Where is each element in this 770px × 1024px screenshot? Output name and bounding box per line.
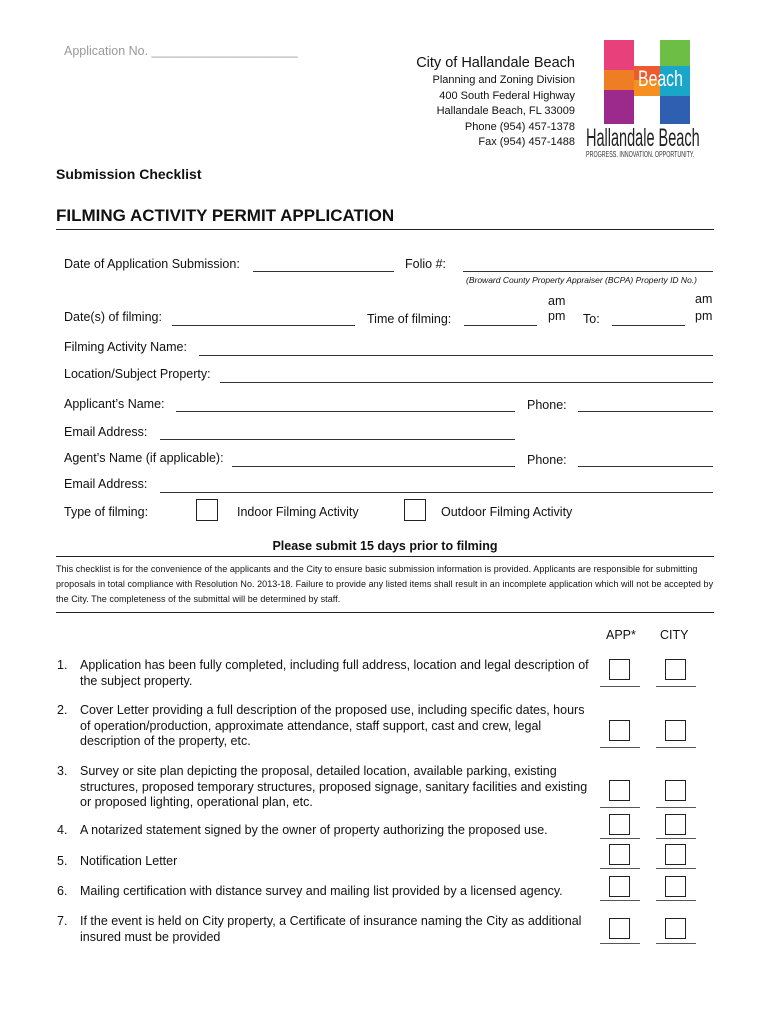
app-underline <box>600 943 640 944</box>
applicant-phone-label: Phone: <box>527 398 567 412</box>
app-underline <box>600 838 640 839</box>
date-submission-field[interactable] <box>253 271 394 272</box>
app-checkbox-3[interactable] <box>609 780 630 801</box>
dates-filming-label: Date(s) of filming: <box>64 310 162 324</box>
app-checkbox-4[interactable] <box>609 814 630 835</box>
city-checkbox-5[interactable] <box>665 844 686 865</box>
time-filming-label: Time of filming: <box>367 312 452 326</box>
address-line: Planning and Zoning Division <box>432 74 575 86</box>
app-checkbox-7[interactable] <box>609 918 630 939</box>
app-checkbox-1[interactable] <box>609 659 630 680</box>
office-address <box>433 73 575 151</box>
checklist-item-text: If the event is held on City property, a Certificate of insurance naming the City as additional insured must be provided <box>80 914 582 944</box>
city-checkbox-1[interactable] <box>665 659 686 680</box>
app-checkbox-6[interactable] <box>609 876 630 897</box>
checklist-item-text: Survey or site plan depicting the proposal, detailed location, available parking, existing structures, proposed temporary structures, proposed signage, sanitary facilities and existing or proposed lighting, operational plan, etc. <box>80 764 588 809</box>
logo-tagline: PROGRESS. INNOVATION. OPPORTUNITY. <box>586 150 695 159</box>
type-filming-label: Type of filming: <box>64 505 149 519</box>
folio-field[interactable] <box>463 271 713 272</box>
start-pm-option[interactable]: pm <box>548 309 566 323</box>
notice-rule-top <box>56 556 714 557</box>
app-checkbox-5[interactable] <box>609 844 630 865</box>
city-underline <box>656 838 696 839</box>
item-number: 5. <box>57 854 68 868</box>
phone-line: Phone (954) 457-1378 <box>464 120 575 133</box>
notice-rule-bottom <box>56 612 714 613</box>
agent-phone-field[interactable] <box>578 466 713 467</box>
indoor-label: Indoor Filming Activity <box>237 505 359 519</box>
logo-wordmark: Hallandale Beach <box>586 124 700 152</box>
date-submission-label: Date of Application Submission: <box>64 257 240 271</box>
agent-phone-label: Phone: <box>527 453 567 467</box>
item-number: 7. <box>57 914 68 928</box>
activity-name-field[interactable] <box>199 355 713 356</box>
start-am-option[interactable]: am <box>548 294 566 308</box>
city-name: City of Hallandale Beach <box>416 55 575 71</box>
outdoor-checkbox[interactable] <box>404 499 426 521</box>
checklist-item-text: Application has been fully completed, including full address, location and legal description of the subject property. <box>80 658 589 688</box>
city-column-header: CITY <box>660 628 689 642</box>
agent-email-field[interactable] <box>160 492 713 493</box>
app-checkbox-2[interactable] <box>609 720 630 741</box>
end-time-field[interactable] <box>612 325 685 326</box>
checklist-item-text: Cover Letter providing a full description of the proposed use, including specific dates, hours of operation/production, approximate attendance, staff support, cast and crew, legal description of the property, etc. <box>80 703 585 748</box>
agent-name-label: Agent’s Name (if applicable): <box>64 451 224 465</box>
city-checkbox-6[interactable] <box>665 876 686 897</box>
application-number: Application No. _____________________ <box>64 44 298 58</box>
city-underline <box>656 900 696 901</box>
folio-note: (Broward County Property Appraiser (BCPA) Property ID No.) <box>466 275 697 285</box>
applicant-name-label: Applicant’s Name: <box>64 397 165 411</box>
checklist-item-text: A notarized statement signed by the owner of property authorizing the proposed use. <box>80 823 548 837</box>
city-checkbox-7[interactable] <box>665 918 686 939</box>
submission-checklist-heading: Submission Checklist <box>56 166 202 182</box>
agent-email-label: Email Address: <box>64 477 148 491</box>
app-underline <box>600 900 640 901</box>
checklist-item-text: Notification Letter <box>80 854 178 868</box>
location-field[interactable] <box>220 382 713 383</box>
item-number: 3. <box>57 764 68 778</box>
applicant-phone-field[interactable] <box>578 411 713 412</box>
city-checkbox-4[interactable] <box>665 814 686 835</box>
logo-beach-text: Beach <box>638 66 683 91</box>
item-number: 1. <box>57 658 68 672</box>
address-line: Hallandale Beach, FL 33009 <box>436 105 575 117</box>
outdoor-label: Outdoor Filming Activity <box>441 505 573 519</box>
form-title: FILMING ACTIVITY PERMIT APPLICATION <box>56 206 395 225</box>
city-underline <box>656 943 696 944</box>
submit-notice: Please submit 15 days prior to filming <box>272 539 498 553</box>
title-rule <box>56 229 714 230</box>
item-number: 6. <box>57 884 68 898</box>
app-underline <box>600 807 640 808</box>
applicant-email-label: Email Address: <box>64 425 148 439</box>
item-number: 2. <box>57 703 68 717</box>
applicant-email-field[interactable] <box>160 439 515 440</box>
fax-line: Fax (954) 457-1488 <box>478 136 575 148</box>
agent-name-field[interactable] <box>232 466 515 467</box>
city-underline <box>656 807 696 808</box>
applicant-name-field[interactable] <box>176 411 515 412</box>
app-column-header: APP* <box>606 628 636 642</box>
start-time-field[interactable] <box>464 325 537 326</box>
app-underline <box>600 747 640 748</box>
item-number: 4. <box>57 823 68 837</box>
location-label: Location/Subject Property: <box>64 367 211 381</box>
to-label: To: <box>583 312 600 326</box>
dates-filming-field[interactable] <box>172 325 355 326</box>
address-line: 400 South Federal Highway <box>439 89 575 102</box>
city-underline <box>656 747 696 748</box>
app-underline <box>600 868 640 869</box>
disclaimer-text: This checklist is for the convenience of the applicants and the City to ensure basic submission information is provided. Applicants are responsible for submitting proposals in total compliance with Resolution No. 2013-18. Failure to provide any listed items shall result in an incomplete application which will not be accepted by the City. The completeness of the submittal will be determined by staff. <box>56 564 714 604</box>
city-underline <box>656 868 696 869</box>
indoor-checkbox[interactable] <box>196 499 218 521</box>
folio-label: Folio #: <box>405 257 446 271</box>
activity-name-label: Filming Activity Name: <box>64 340 187 354</box>
city-logo <box>586 38 708 160</box>
app-underline <box>600 686 640 687</box>
checklist-item-text: Mailing certification with distance survey and mailing list provided by a licensed agency. <box>80 884 563 898</box>
city-checkbox-3[interactable] <box>665 780 686 801</box>
city-checkbox-2[interactable] <box>665 720 686 741</box>
end-pm-option[interactable]: pm <box>695 309 713 323</box>
end-am-option[interactable]: am <box>695 292 713 306</box>
city-underline <box>656 686 696 687</box>
